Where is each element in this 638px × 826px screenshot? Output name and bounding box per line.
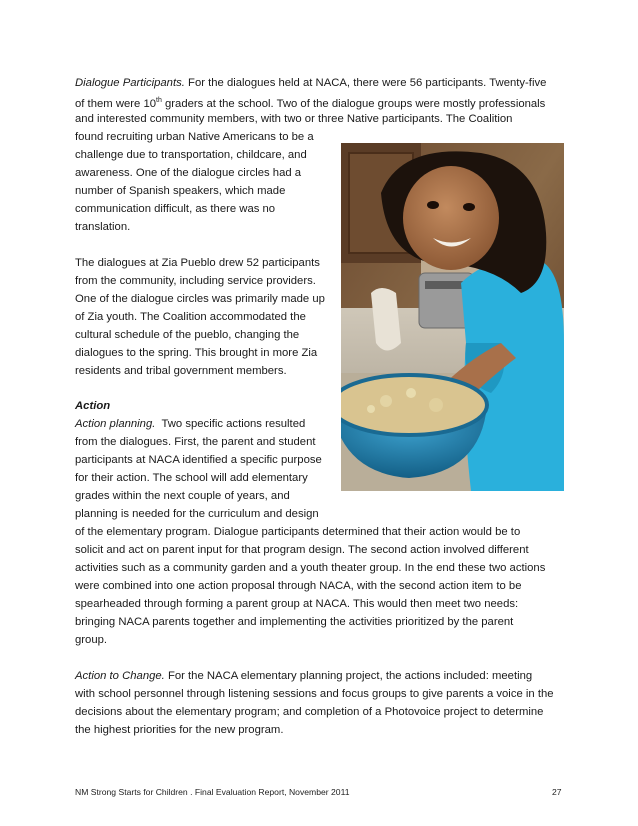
- para-line: communication difficult, as there was no: [75, 203, 276, 215]
- para-line: found recruiting urban Native Americans to be a: [75, 131, 314, 143]
- para-line: from the dialogues. First, the parent and student: [75, 436, 316, 448]
- para-line: of the elementary program. Dialogue participants determined that their action would be to: [75, 526, 521, 538]
- para-line: of Zia youth. The Coalition accommodated the: [75, 311, 306, 323]
- para-line: The dialogues at Zia Pueblo drew 52 participants: [75, 257, 320, 269]
- para-line: of them were 10th graders at the school. Two of the dialogue groups were mostly professionals: [75, 97, 546, 110]
- para-line: spearheaded through forming a parent group at NACA. This would then meet two needs:: [75, 598, 519, 610]
- para-line: Action planning. Two specific actions resulted: [75, 418, 306, 430]
- para-line: activities such as a community garden and a youth theater group. In the end these two actions: [75, 562, 546, 574]
- para-line: decisions about the elementary program; and completion of a Photovoice project to determine: [75, 706, 544, 718]
- para-line: group.: [75, 634, 108, 646]
- para-line: dialogues to the spring. This brought in more Zia: [75, 347, 318, 359]
- para-line: were combined into one action proposal through NACA, with the second action item to be: [75, 580, 522, 592]
- action-to-change-label: Action to Change.: [75, 670, 165, 682]
- para-line: the highest priorities for the new program.: [75, 724, 284, 736]
- para-line: planning is needed for the curriculum and design: [75, 508, 319, 520]
- action-planning-label: Action planning.: [75, 418, 156, 430]
- para-line: bringing NACA parents together and implementing the activities prioritized by the parent: [75, 616, 514, 628]
- para-line: with school personnel through listening sessions and focus groups to give parents a voice in the: [75, 688, 554, 700]
- page-number: 27: [552, 787, 562, 797]
- para-line: number of Spanish speakers, which made: [75, 185, 286, 197]
- para-line: One of the dialogue circles was primarily made up: [75, 293, 325, 305]
- dialogue-participants-label: Dialogue Participants.: [75, 77, 185, 89]
- para-line: Action to Change. For the NACA elementary planning project, the actions included: meeting: [75, 670, 533, 682]
- para-line: translation.: [75, 221, 131, 233]
- para-line: Dialogue Participants. For the dialogues held at NACA, there were 56 participants. Twenty-five: [75, 77, 547, 89]
- section-heading-action: Action: [75, 400, 111, 412]
- photo-child-mixing-dough: [341, 143, 564, 491]
- footer-report-title: NM Strong Starts for Children . Final Evaluation Report, November 2011: [75, 787, 350, 797]
- para-line: from the community, including service providers.: [75, 275, 316, 287]
- para-line: and interested community members, with two or three Native participants. The Coalition: [75, 113, 513, 125]
- para-line: participants at NACA identified a specific purpose: [75, 454, 322, 466]
- para-line: challenge due to transportation, childcare, and: [75, 149, 307, 161]
- para-line: residents and tribal government members.: [75, 365, 287, 377]
- para-line: for their action. The school will add elementary: [75, 472, 308, 484]
- para-line: cultural schedule of the pueblo, changing the: [75, 329, 300, 341]
- para-line: solicit and act on parent input for that program design. The second action involved different: [75, 544, 529, 556]
- para-line: awareness. One of the dialogue circles had a: [75, 167, 302, 179]
- para-line: grades within the next couple of years, and: [75, 490, 290, 502]
